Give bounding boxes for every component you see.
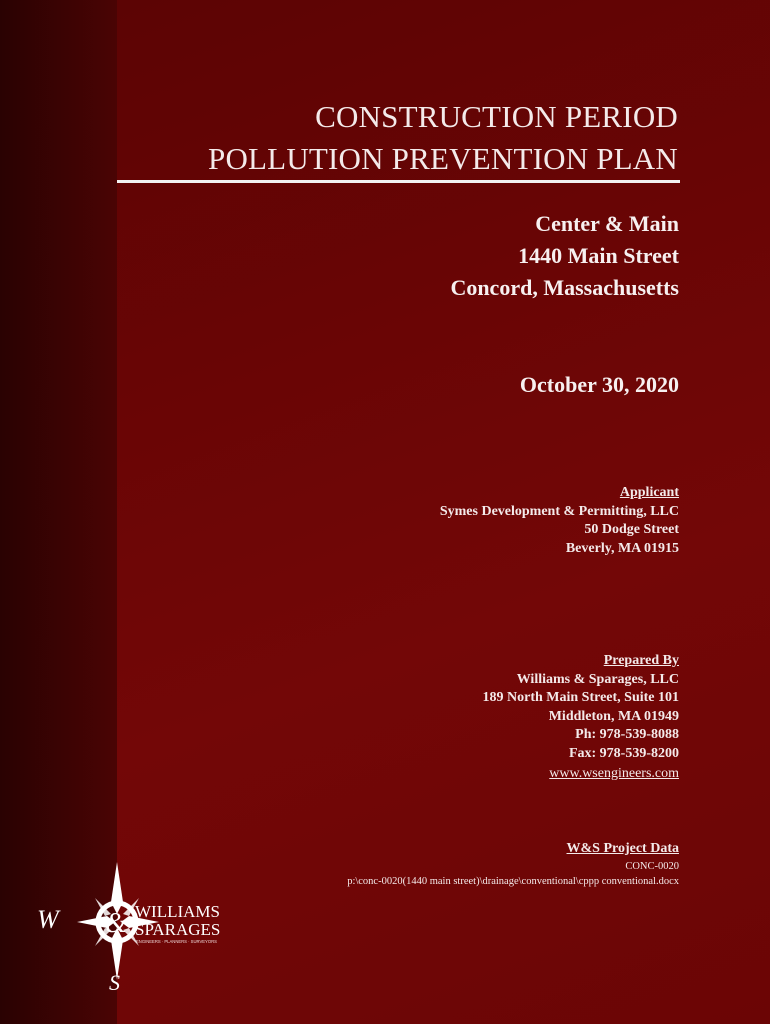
- applicant-block: [440, 484, 679, 558]
- project-file-path: p:\conc-0020(1440 main street)\drainage\conventional\cppp conventional.docx: [347, 875, 679, 887]
- project-name: Center & Main: [535, 211, 679, 236]
- project-number: CONC-0020: [625, 860, 679, 872]
- logo-name-line-1: WILLIAMS: [135, 902, 220, 921]
- title-line-2: POLLUTION PREVENTION PLAN: [208, 141, 678, 176]
- prepared-by-heading: Prepared By: [603, 653, 679, 668]
- project-data-heading: W&S Project Data: [566, 841, 679, 856]
- title-divider: [117, 180, 680, 183]
- preparer-fax: Fax: 978-539-8200: [568, 745, 679, 761]
- applicant-company: Symes Development & Permitting, LLC: [439, 503, 679, 519]
- logo-ampersand: &: [105, 908, 127, 939]
- prepared-by-block: [483, 652, 680, 784]
- logo-tagline: ENGINEERS · PLANNERS · SURVEYORS: [136, 939, 217, 944]
- title-line-1: CONSTRUCTION PERIOD: [315, 99, 678, 134]
- preparer-city: Middleton, MA 01949: [548, 708, 679, 724]
- project-city: Concord, Massachusetts: [450, 275, 679, 300]
- project-street: 1440 Main Street: [518, 243, 679, 268]
- document-date: October 30, 2020: [519, 372, 679, 397]
- project-data-block: [347, 840, 679, 889]
- logo-west-letter: W: [37, 905, 59, 934]
- preparer-company: Williams & Sparages, LLC: [516, 671, 679, 687]
- logo-south-letter: S: [109, 970, 120, 992]
- applicant-city: Beverly, MA 01915: [565, 540, 679, 556]
- preparer-phone: Ph: 978-539-8088: [575, 727, 679, 742]
- preparer-website-link[interactable]: www.wsengineers.com: [549, 766, 679, 781]
- project-info: [279, 208, 679, 304]
- logo-name-line-2: SPARAGES: [135, 920, 221, 939]
- applicant-heading: Applicant: [619, 485, 679, 500]
- company-logo: [35, 862, 235, 992]
- document-title: [118, 96, 678, 180]
- applicant-street: 50 Dodge Street: [584, 522, 679, 537]
- preparer-street: 189 North Main Street, Suite 101: [482, 690, 679, 705]
